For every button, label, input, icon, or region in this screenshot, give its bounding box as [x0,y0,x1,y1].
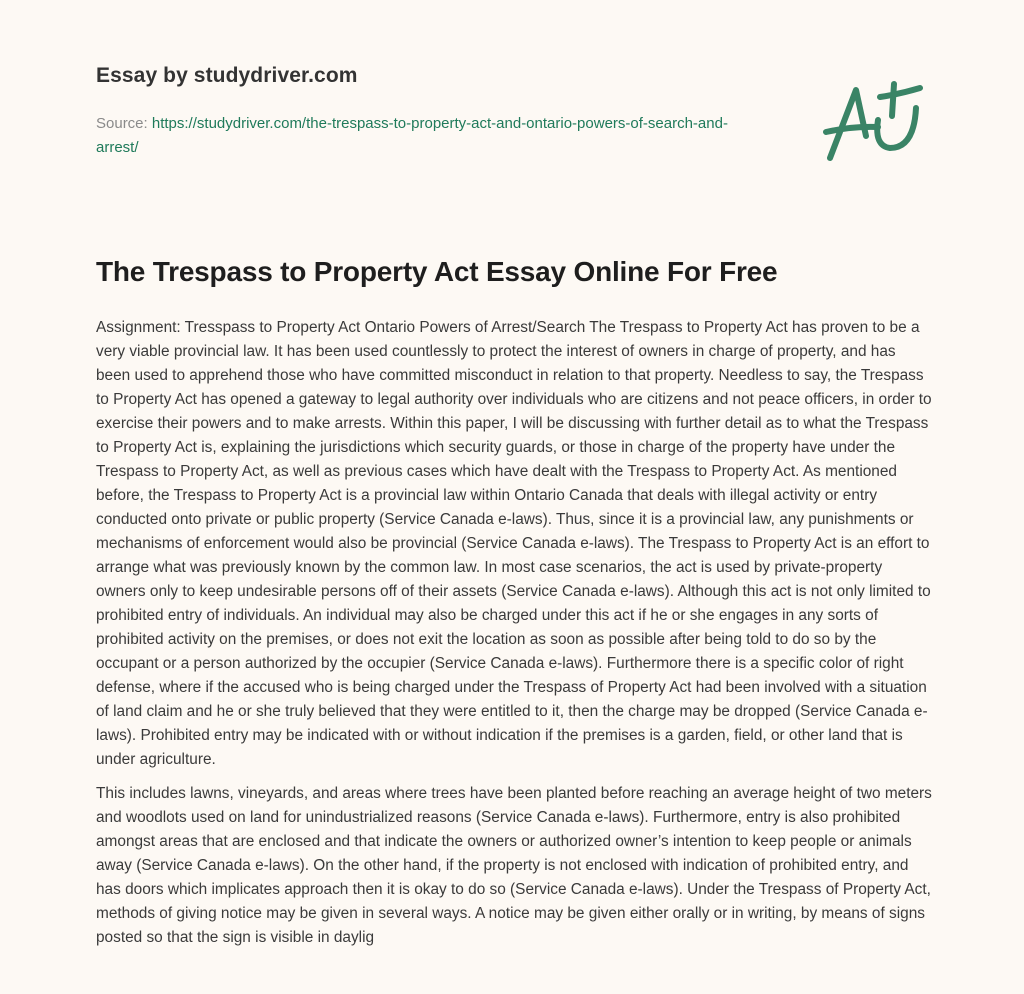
article-body [96,316,932,960]
source-label: Source: [96,115,148,132]
a-plus-grade-icon [822,70,932,170]
source-line [96,112,736,160]
article-paragraph: Assignment: Tresspass to Property Act Ontario Powers of Arrest/Search The Trespass to Property Act has proven to be a very viable provincial law. It has been used countlessly to protect the interest of owners in charge of property, and has been used to apprehend those who have committed misconduct in relation to that property. Needless to say, the Trespass to Property Act has opened a gateway to legal authority over individuals who are citizens and not peace officers, in order to exercise their powers and to make arrests. Within this paper, I will be discussing with further detail as to what the Trespass to Property Act is, explaining the jurisdictions which security guards, or those in charge of the property have under the Trespass to Property Act, as well as previous cases which have dealt with the Trespass to Property Act. As mentioned before, the Trespass to Property Act is a provincial law within Ontario Canada that deals with illegal activity or entry conducted onto private or public property (Service Canada e-laws). Thus, since it is a provincial law, any punishments or mechanisms of enforcement would also be provincial (Service Canada e-laws). The Trespass to Property Act is an effort to arrange what was previously known by the common law. In most case scenarios, the act is used by private-property owners only to keep undesirable persons off of their assets (Service Canada e-laws). Although this act is not only limited to prohibited entry of individuals. An individual may also be charged under this act if he or she engages in any sorts of prohibited activity on the premises, or does not exit the location as soon as possible after being told to do so by the occupant or a person authorized by the occupier (Service Canada e-laws). Furthermore there is a specific color of right defense, where if the accused who is being charged under the Trespass of Property Act had been involved with a situation of land claim and he or she truly believed that they were entitled to it, then the charge may be dropped (Service Canada e-laws). Prohibited entry may be indicated with or without indication if the premises is a garden, field, or other land that is under agriculture. [96,319,932,768]
site-header [96,64,736,160]
source-link[interactable]: https://studydriver.com/the-trespass-to-property-act-and-ontario-powers-of-search-and-arrest/ [96,115,728,156]
site-title: Essay by studydriver.com [96,64,358,87]
article-title: The Trespass to Property Act Essay Online For Free [96,256,778,287]
article-paragraph: This includes lawns, vineyards, and areas where trees have been planted before reaching an average height of two meters and woodlots used on land for unindustrialized reasons (Service Canada e-laws). Furthermore, entry is also prohibited amongst areas that are enclosed and that indicate the owners or authorized owner’s intention to keep people or animals away (Service Canada e-laws). On the other hand, if the property is not enclosed with indication of prohibited entry, and has doors which implicates approach then it is okay to do so (Service Canada e-laws). Under the Trespass of Property Act, methods of giving notice may be given in several ways. A notice may be given either orally or in writing, by means of signs posted so that the sign is visible in daylig [96,785,932,946]
